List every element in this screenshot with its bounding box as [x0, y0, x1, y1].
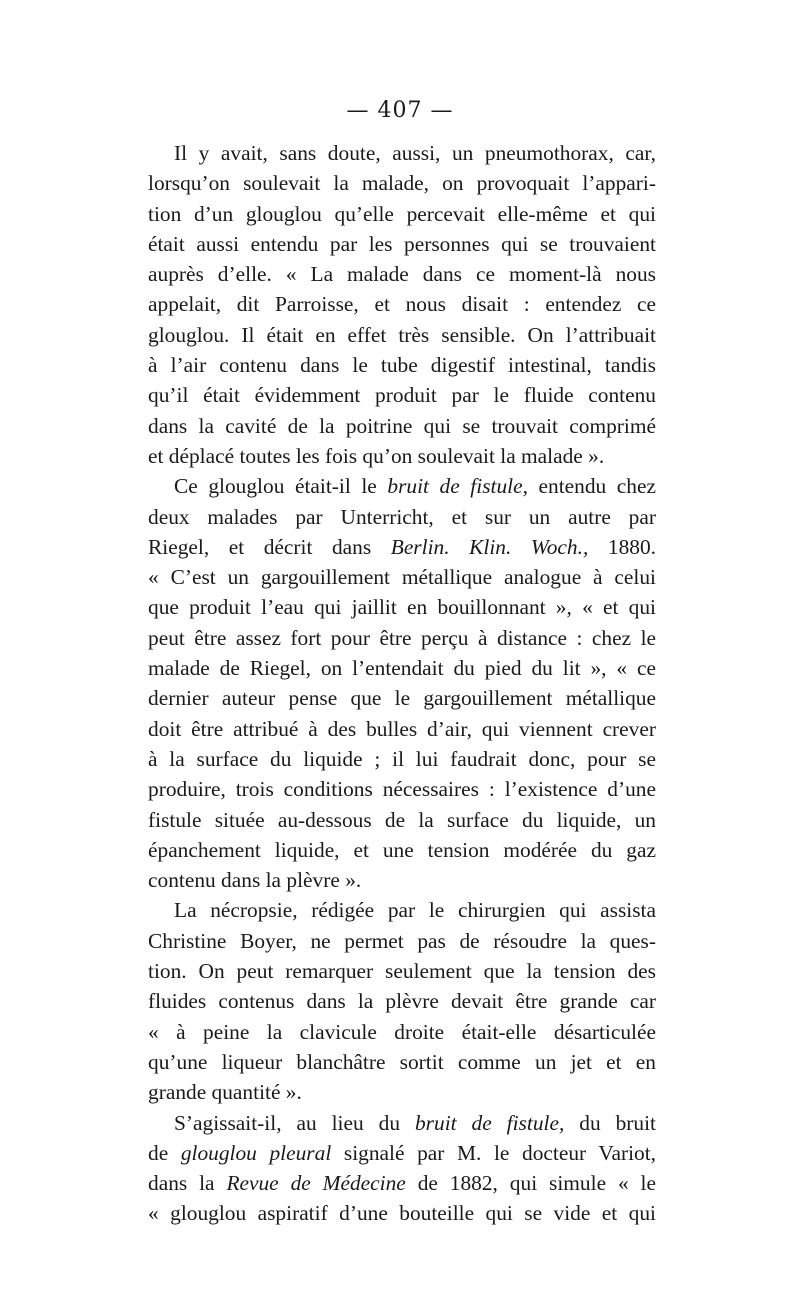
text-line — [148, 532, 656, 562]
text-segment: de — [148, 1140, 181, 1165]
text-line — [148, 259, 656, 289]
text-segment: qu’une liqueur blanchâtre sortit comme un jet et en — [148, 1049, 656, 1074]
text-line — [148, 623, 656, 653]
text-line — [148, 1108, 656, 1138]
text-segment: contenu dans la plèvre ». — [148, 868, 362, 893]
text-segment: entendu chez — [527, 474, 656, 499]
italic-text: Berlin. Klin. Woch., — [390, 534, 589, 559]
text-segment: tion. On peut remarquer seulement que la tension des — [148, 959, 656, 984]
text-line — [148, 380, 656, 410]
text-segment: peut être assez fort pour être perçu à distance : chez le — [148, 625, 656, 650]
text-segment: et déplacé toutes les fois qu’on soulevait la malade ». — [148, 443, 605, 468]
text-segment: Ce glouglou était-il le — [174, 474, 388, 499]
text-segment: Christine Boyer, ne permet pas de résoudre la ques- — [148, 928, 656, 953]
text-segment: deux malades par Unterricht, et sur un autre par — [148, 504, 656, 529]
text-segment: qu’il était évidemment produit par le fluide contenu — [148, 383, 656, 408]
text-line — [148, 411, 656, 441]
text-segment: lorsqu’on soulevait la malade, on provoquait l’appari- — [148, 171, 656, 196]
italic-text: glouglou pleural — [180, 1140, 332, 1165]
text-line — [148, 289, 656, 319]
text-segment: que produit l’eau qui jaillit en bouillonnant », « et qui — [148, 595, 656, 620]
text-segment: dans la — [148, 1171, 227, 1196]
text-line — [148, 865, 656, 895]
page-number: — 407 — — [346, 98, 454, 123]
text-line — [148, 683, 656, 713]
text-segment: grande quantité ». — [148, 1080, 302, 1105]
text-segment: appelait, dit Parroisse, et nous disait : entendez ce — [148, 292, 656, 317]
text-segment: signalé par M. le docteur Variot, — [331, 1140, 657, 1165]
text-segment: « C’est un gargouillement métallique analogue à celui — [148, 565, 656, 590]
text-segment: Riegel, et décrit dans — [148, 534, 391, 559]
text-line — [148, 1017, 656, 1047]
text-segment: doit être attribué à des bulles d’air, qui viennent crever — [148, 716, 656, 741]
text-line — [148, 744, 656, 774]
italic-text: bruit de fistule, — [414, 1110, 565, 1135]
text-line — [148, 926, 656, 956]
text-line — [148, 350, 656, 380]
text-line — [148, 895, 656, 925]
text-line — [148, 592, 656, 622]
italic-text: bruit de fistule, — [387, 474, 528, 499]
text-line — [148, 138, 656, 168]
text-line — [148, 320, 656, 350]
text-segment: S’agissait-il, au lieu du — [174, 1110, 415, 1135]
text-line — [148, 1168, 656, 1198]
text-segment: auprès d’elle. « La malade dans ce moment-là nous — [148, 262, 656, 287]
text-line — [148, 774, 656, 804]
text-segment: malade de Riegel, on l’entendait du pied du lit », « ce — [148, 656, 656, 681]
text-line — [148, 835, 656, 865]
text-segment: « à peine la clavicule droite était-elle désarticulée — [148, 1019, 656, 1044]
text-line — [148, 986, 656, 1016]
text-segment: produire, trois conditions nécessaires : l’existence d’une — [148, 777, 656, 802]
text-line — [148, 714, 656, 744]
text-segment: était aussi entendu par les personnes qui se trouvaient — [148, 231, 656, 256]
text-segment: tion d’un glouglou qu’elle percevait elle-même et qui — [148, 201, 656, 226]
text-segment: La nécropsie, rédigée par le chirurgien qui assista — [174, 898, 656, 923]
text-segment: épanchement liquide, et une tension modérée du gaz — [148, 837, 656, 862]
text-line — [148, 471, 656, 501]
text-line — [148, 562, 656, 592]
text-line — [148, 805, 656, 835]
text-segment: de 1882, qui simule « le — [405, 1171, 656, 1196]
text-segment: dernier auteur pense que le gargouillement métallique — [148, 686, 656, 711]
text-line — [148, 502, 656, 532]
text-segment: « glouglou aspiratif d’une bouteille qui se vide et qui — [148, 1201, 656, 1226]
text-line — [148, 229, 656, 259]
text-line — [148, 1198, 656, 1228]
text-segment: à la surface du liquide ; il lui faudrait donc, pour se — [148, 746, 656, 771]
text-segment: Il y avait, sans doute, aussi, un pneumothorax, car, — [174, 141, 656, 165]
body-text — [148, 138, 656, 1229]
text-line — [148, 168, 656, 198]
text-segment: à l’air contenu dans le tube digestif intestinal, tandis — [148, 353, 656, 378]
text-line — [148, 1047, 656, 1077]
text-line — [148, 441, 656, 471]
text-line — [148, 956, 656, 986]
text-line — [148, 1077, 656, 1107]
text-line — [148, 653, 656, 683]
text-segment: fistule située au-dessous de la surface du liquide, un — [148, 807, 656, 832]
text-segment: du bruit — [564, 1110, 656, 1135]
italic-text: Revue de Médecine — [226, 1171, 406, 1196]
text-line — [148, 199, 656, 229]
text-line — [148, 1138, 656, 1168]
text-segment: fluides contenus dans la plèvre devait être grande car — [148, 989, 656, 1014]
text-segment: glouglou. Il était en effet très sensible. On l’attribuait — [148, 322, 656, 347]
text-segment: 1880. — [588, 534, 656, 559]
text-segment: dans la cavité de la poitrine qui se trouvait comprimé — [148, 413, 656, 438]
